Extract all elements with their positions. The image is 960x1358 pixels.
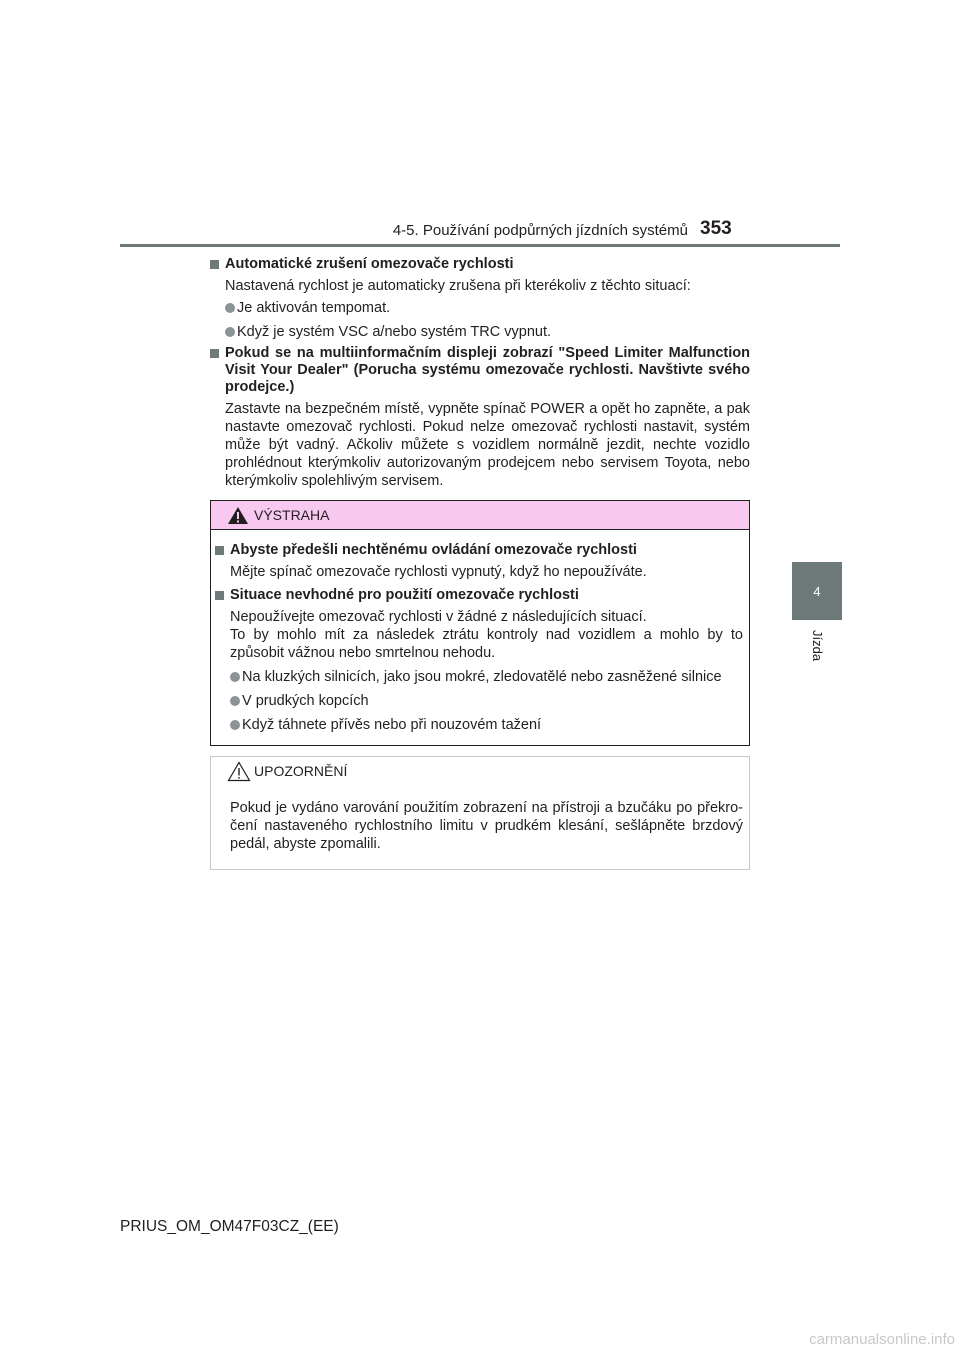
- list-item-text: Když je systém VSC a/nebo systém TRC vypnut.: [237, 324, 552, 340]
- round-bullet-icon: [230, 696, 240, 706]
- footer-code: PRIUS_OM_OM47F03CZ_(EE): [120, 1218, 339, 1235]
- warning-item-text: To by mohlo mít za následek ztrátu kontroly nad vozidlem a mohlo by to způsobit vážnou nebo smrtelnou nehodu.: [230, 627, 743, 661]
- list-item-text: Je aktivován tempomat.: [237, 300, 391, 316]
- section-heading: [210, 345, 750, 396]
- section-text: Zastavte na bezpečném místě, vypněte spínač POWER a opět ho zapněte, a pak nastavte omezovač rychlosti. Pokud nelze omezovač rychlosti nastavit, systém může být vadný. Ačkoliv můžete s vozidlem normálně jezdit, nechte vozidlo prohlédnout kterýmkoliv autorizovaným prodejcem nebo servisem Toyota, nebo kterýmkoliv spolehlivým servisem.: [225, 401, 750, 489]
- warning-item-heading: [215, 542, 743, 559]
- caution-header: [211, 757, 749, 789]
- caution-title: UPOZORNĚNÍ: [254, 763, 348, 779]
- watermark: carmanualsonline.info: [809, 1331, 955, 1348]
- square-bullet-icon: [215, 591, 224, 600]
- square-bullet-icon: [210, 349, 219, 358]
- warning-item-heading: [215, 587, 743, 604]
- round-bullet-icon: [230, 672, 240, 682]
- warning-item-heading-text: Abyste předešli nechtěnému ovládání omezovače rychlosti: [230, 542, 637, 558]
- warning-triangle-icon: [227, 506, 249, 525]
- warning-item-text: Nepoužívejte omezovač rychlosti v žádné z následujících situací.: [230, 609, 647, 625]
- caution-triangle-icon: [227, 761, 251, 782]
- chapter-tab: 4: [792, 562, 842, 620]
- header-rule: [120, 244, 840, 247]
- square-bullet-icon: [215, 546, 224, 555]
- round-bullet-icon: [225, 327, 235, 337]
- round-bullet-icon: [225, 303, 235, 313]
- list-item: [230, 716, 743, 734]
- header-section-title: 4-5. Používání podpůrných jízdních systémů: [392, 222, 688, 239]
- warning-item-heading-text: Situace nevhodné pro použití omezovače rychlosti: [230, 587, 579, 603]
- warning-item-text: Mějte spínač omezovače rychlosti vypnutý, když ho nepoužíváte.: [230, 564, 647, 580]
- list-item: [225, 323, 750, 341]
- list-item: [230, 692, 743, 710]
- warning-title: VÝSTRAHA: [254, 507, 330, 523]
- list-item: [230, 668, 743, 686]
- square-bullet-icon: [210, 260, 219, 269]
- main-content: [210, 256, 750, 494]
- list-item-text: Když táhnete přívěs nebo při nouzovém tažení: [242, 717, 542, 733]
- section-heading: [210, 256, 750, 273]
- caution-box: [210, 756, 750, 870]
- warning-box: [210, 500, 750, 746]
- chapter-label: Jízda: [810, 630, 825, 662]
- caution-text: Pokud je vydáno varování použitím zobrazení na přístroji a bzučáku po překro-čení nastaveného rychlostního limitu v prudkém klesání, sešlápněte brzdový pedál, abyste zpomalili.: [230, 800, 743, 852]
- section-text: Nastavená rychlost je automaticky zrušena při kterékoliv z těchto situací:: [225, 278, 691, 294]
- list-item-text: V prudkých kopcích: [242, 693, 369, 709]
- list-item-text: Na kluzkých silnicích, jako jsou mokré, zledovatělé nebo zasněžené silnice: [242, 669, 722, 685]
- section-heading-text: Automatické zrušení omezovače rychlosti: [225, 256, 514, 272]
- list-item: [225, 299, 750, 317]
- warning-header: [211, 501, 749, 530]
- round-bullet-icon: [230, 720, 240, 730]
- page-number: 353: [700, 218, 732, 239]
- section-heading-text: Pokud se na multiinformačním displeji zobrazí "Speed Limiter Malfunction Visit Your Dealer" (Porucha systému omezovače rychlosti. Navštivte svého prodejce.): [225, 345, 750, 395]
- warning-body: [211, 530, 749, 734]
